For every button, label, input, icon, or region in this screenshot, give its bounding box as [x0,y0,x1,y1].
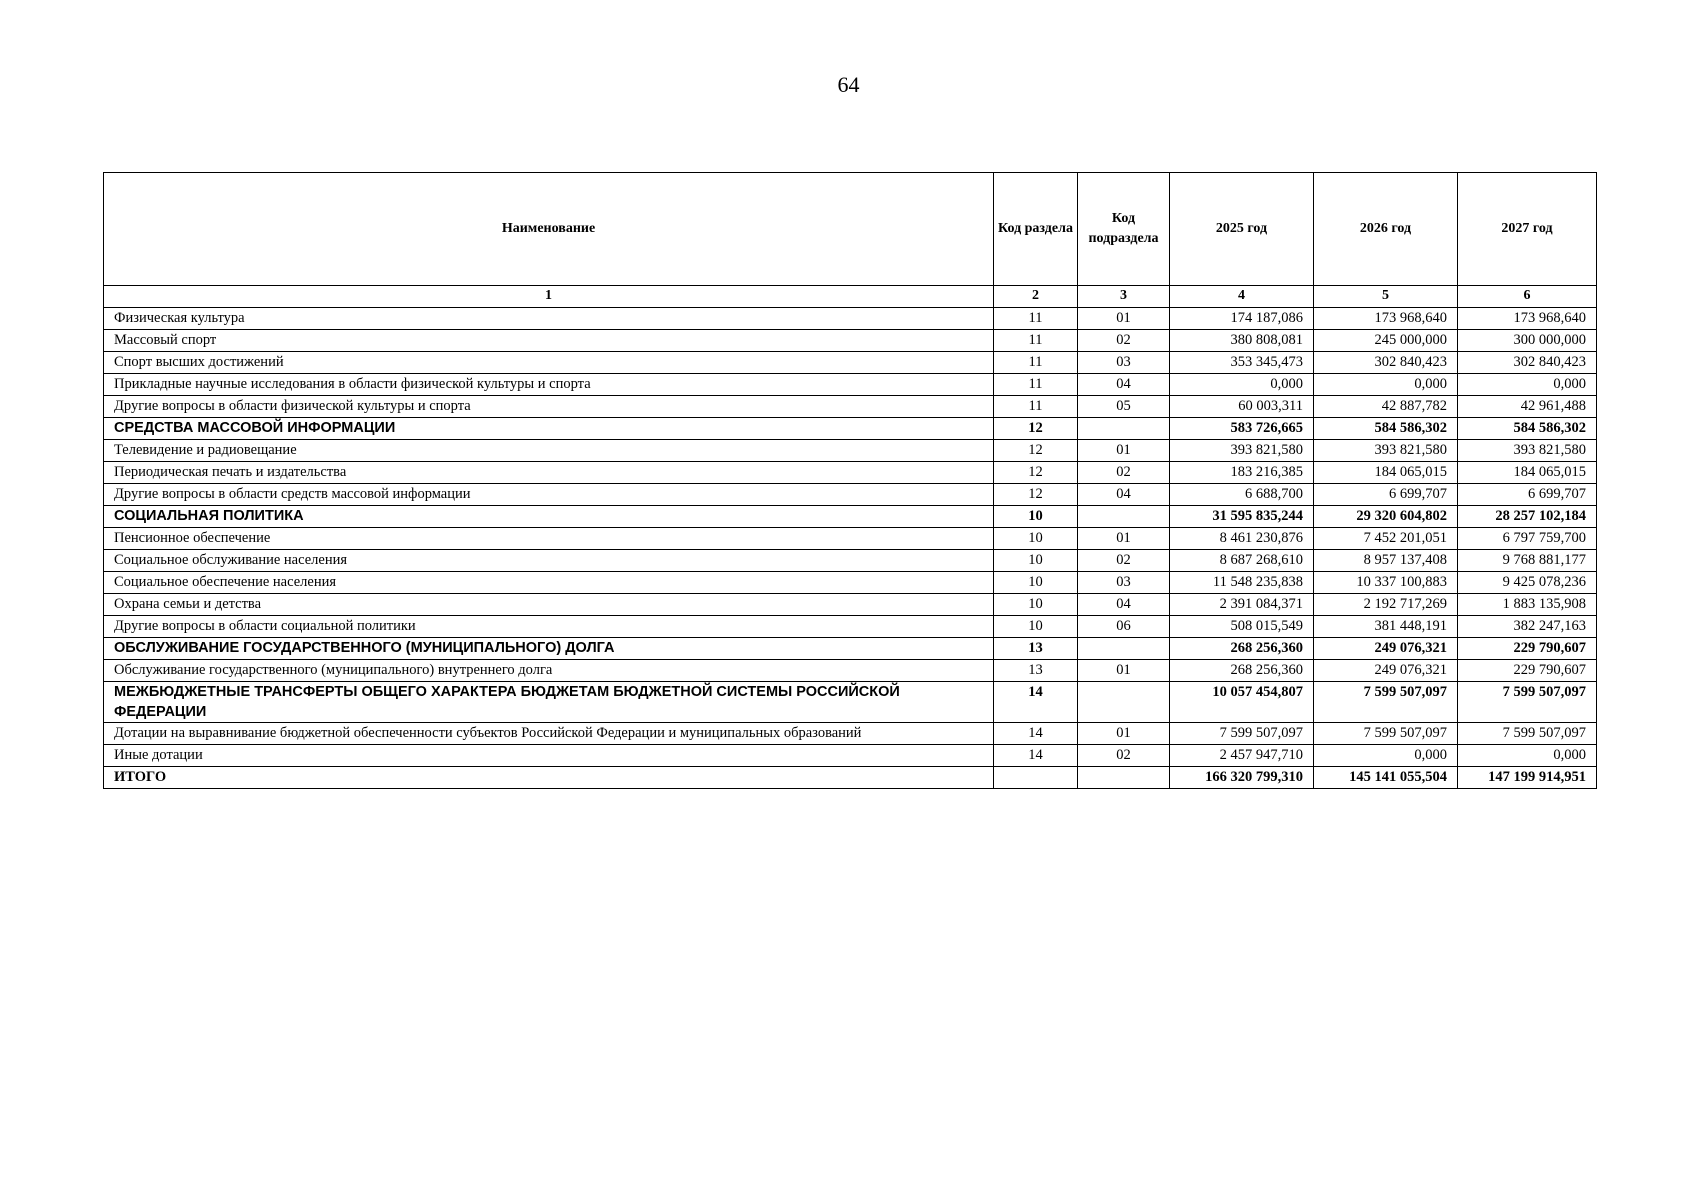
cell-2025: 353 345,473 [1170,352,1314,374]
cell-2027: 9 425 078,236 [1458,572,1597,594]
cell-2026: 584 586,302 [1314,418,1458,440]
cell-razdel: 12 [994,440,1078,462]
cell-2025: 8 687 268,610 [1170,550,1314,572]
cell-2027: 584 586,302 [1458,418,1597,440]
table-row [104,308,1597,330]
header-2026: 2026 год [1314,173,1458,286]
cell-razdel: 14 [994,723,1078,745]
column-number: 3 [1078,286,1170,308]
cell-2025: 10 057 454,807 [1170,682,1314,723]
cell-podrazdel: 01 [1078,528,1170,550]
cell-name: Пенсионное обеспечение [104,528,994,550]
cell-2025: 0,000 [1170,374,1314,396]
cell-podrazdel: 01 [1078,660,1170,682]
table-row [104,594,1597,616]
header-podrazdel: Код подраздела [1078,173,1170,286]
table-row [104,330,1597,352]
page-number: 64 [837,72,860,97]
table-row [104,660,1597,682]
cell-name: Охрана семьи и детства [104,594,994,616]
cell-podrazdel: 04 [1078,374,1170,396]
cell-name: Социальное обеспечение населения [104,572,994,594]
cell-2025: 393 821,580 [1170,440,1314,462]
cell-name: Прикладные научные исследования в области физической культуры и спорта [104,374,994,396]
budget-table [103,172,1597,789]
section-row [104,682,1597,723]
cell-name: Периодическая печать и издательства [104,462,994,484]
cell-name: МЕЖБЮДЖЕТНЫЕ ТРАНСФЕРТЫ ОБЩЕГО ХАРАКТЕРА БЮДЖЕТАМ БЮДЖЕТНОЙ СИСТЕМЫ РОССИЙСКОЙ ФЕДЕРАЦИИ [104,682,994,723]
cell-2027: 9 768 881,177 [1458,550,1597,572]
cell-2026: 7 599 507,097 [1314,723,1458,745]
cell-podrazdel: 05 [1078,396,1170,418]
cell-2026: 381 448,191 [1314,616,1458,638]
cell-2027: 229 790,607 [1458,660,1597,682]
cell-razdel: 11 [994,308,1078,330]
cell-podrazdel [1078,767,1170,789]
cell-2026: 7 599 507,097 [1314,682,1458,723]
cell-2026: 249 076,321 [1314,660,1458,682]
cell-name: Другие вопросы в области средств массовой информации [104,484,994,506]
cell-podrazdel: 04 [1078,594,1170,616]
cell-2027: 184 065,015 [1458,462,1597,484]
cell-razdel: 13 [994,638,1078,660]
cell-2026: 245 000,000 [1314,330,1458,352]
cell-2025: 268 256,360 [1170,638,1314,660]
header-name: Наименование [104,173,994,286]
cell-2025: 6 688,700 [1170,484,1314,506]
cell-2027: 173 968,640 [1458,308,1597,330]
table-row [104,550,1597,572]
cell-2027: 7 599 507,097 [1458,723,1597,745]
cell-name: Дотации на выравнивание бюджетной обеспеченности субъектов Российской Федерации и муниципальных образований [104,723,994,745]
cell-2027: 229 790,607 [1458,638,1597,660]
header-razdel: Код раздела [994,173,1078,286]
column-number: 5 [1314,286,1458,308]
cell-2025: 183 216,385 [1170,462,1314,484]
section-row [104,638,1597,660]
cell-podrazdel: 02 [1078,745,1170,767]
cell-2027: 42 961,488 [1458,396,1597,418]
cell-razdel: 10 [994,594,1078,616]
column-number: 6 [1458,286,1597,308]
cell-razdel: 12 [994,484,1078,506]
table-row [104,440,1597,462]
cell-podrazdel [1078,638,1170,660]
cell-razdel: 14 [994,682,1078,723]
table-row [104,352,1597,374]
cell-podrazdel: 01 [1078,723,1170,745]
table-row [104,572,1597,594]
cell-razdel: 10 [994,572,1078,594]
table-row [104,374,1597,396]
cell-razdel: 11 [994,330,1078,352]
cell-name: Физическая культура [104,308,994,330]
cell-2026: 6 699,707 [1314,484,1458,506]
table-row [104,396,1597,418]
cell-2026: 302 840,423 [1314,352,1458,374]
cell-2027: 147 199 914,951 [1458,767,1597,789]
cell-2025: 2 391 084,371 [1170,594,1314,616]
column-number: 1 [104,286,994,308]
column-number-row [104,286,1597,308]
cell-2027: 302 840,423 [1458,352,1597,374]
cell-2025: 508 015,549 [1170,616,1314,638]
cell-razdel: 14 [994,745,1078,767]
cell-2026: 184 065,015 [1314,462,1458,484]
cell-2027: 6 797 759,700 [1458,528,1597,550]
cell-razdel: 10 [994,528,1078,550]
cell-name: Социальное обслуживание населения [104,550,994,572]
header-2025: 2025 год [1170,173,1314,286]
cell-name: СРЕДСТВА МАССОВОЙ ИНФОРМАЦИИ [104,418,994,440]
cell-name: ИТОГО [104,767,994,789]
cell-2025: 380 808,081 [1170,330,1314,352]
cell-razdel: 13 [994,660,1078,682]
cell-name: Иные дотации [104,745,994,767]
cell-razdel: 10 [994,616,1078,638]
column-number: 2 [994,286,1078,308]
cell-podrazdel: 06 [1078,616,1170,638]
cell-podrazdel: 02 [1078,330,1170,352]
cell-2026: 10 337 100,883 [1314,572,1458,594]
cell-2026: 0,000 [1314,745,1458,767]
cell-2025: 268 256,360 [1170,660,1314,682]
cell-2027: 6 699,707 [1458,484,1597,506]
cell-name: Обслуживание государственного (муниципального) внутреннего долга [104,660,994,682]
cell-2027: 0,000 [1458,374,1597,396]
cell-podrazdel: 02 [1078,550,1170,572]
table-row [104,462,1597,484]
cell-razdel: 11 [994,396,1078,418]
cell-name: Спорт высших достижений [104,352,994,374]
cell-name: Телевидение и радиовещание [104,440,994,462]
section-row [104,506,1597,528]
cell-2027: 393 821,580 [1458,440,1597,462]
cell-podrazdel: 03 [1078,352,1170,374]
table-row [104,723,1597,745]
cell-podrazdel: 04 [1078,484,1170,506]
header-row [104,173,1597,286]
table-row [104,616,1597,638]
cell-razdel [994,767,1078,789]
cell-2026: 7 452 201,051 [1314,528,1458,550]
cell-2025: 174 187,086 [1170,308,1314,330]
cell-2026: 8 957 137,408 [1314,550,1458,572]
cell-2027: 300 000,000 [1458,330,1597,352]
cell-name: Другие вопросы в области социальной политики [104,616,994,638]
cell-2026: 249 076,321 [1314,638,1458,660]
cell-2027: 382 247,163 [1458,616,1597,638]
cell-podrazdel [1078,682,1170,723]
cell-podrazdel: 02 [1078,462,1170,484]
cell-razdel: 12 [994,418,1078,440]
total-row [104,767,1597,789]
cell-2027: 28 257 102,184 [1458,506,1597,528]
cell-2026: 393 821,580 [1314,440,1458,462]
cell-2025: 8 461 230,876 [1170,528,1314,550]
cell-razdel: 10 [994,550,1078,572]
cell-name: Другие вопросы в области физической культуры и спорта [104,396,994,418]
cell-2026: 0,000 [1314,374,1458,396]
cell-2026: 29 320 604,802 [1314,506,1458,528]
cell-name: СОЦИАЛЬНАЯ ПОЛИТИКА [104,506,994,528]
cell-2027: 1 883 135,908 [1458,594,1597,616]
cell-2026: 145 141 055,504 [1314,767,1458,789]
cell-2025: 583 726,665 [1170,418,1314,440]
column-number: 4 [1170,286,1314,308]
cell-2027: 0,000 [1458,745,1597,767]
cell-podrazdel [1078,506,1170,528]
table-row [104,745,1597,767]
cell-2025: 166 320 799,310 [1170,767,1314,789]
cell-2025: 31 595 835,244 [1170,506,1314,528]
cell-2025: 2 457 947,710 [1170,745,1314,767]
cell-razdel: 10 [994,506,1078,528]
section-row [104,418,1597,440]
cell-2025: 60 003,311 [1170,396,1314,418]
cell-2026: 173 968,640 [1314,308,1458,330]
header-2027: 2027 год [1458,173,1597,286]
cell-podrazdel: 01 [1078,308,1170,330]
cell-name: ОБСЛУЖИВАНИЕ ГОСУДАРСТВЕННОГО (МУНИЦИПАЛЬНОГО) ДОЛГА [104,638,994,660]
cell-podrazdel: 01 [1078,440,1170,462]
cell-2026: 42 887,782 [1314,396,1458,418]
cell-razdel: 11 [994,352,1078,374]
cell-name: Массовый спорт [104,330,994,352]
table-row [104,528,1597,550]
cell-2025: 11 548 235,838 [1170,572,1314,594]
cell-2025: 7 599 507,097 [1170,723,1314,745]
cell-2027: 7 599 507,097 [1458,682,1597,723]
table-row [104,484,1597,506]
cell-podrazdel [1078,418,1170,440]
cell-razdel: 11 [994,374,1078,396]
cell-razdel: 12 [994,462,1078,484]
table-body [104,308,1597,789]
cell-2026: 2 192 717,269 [1314,594,1458,616]
cell-podrazdel: 03 [1078,572,1170,594]
